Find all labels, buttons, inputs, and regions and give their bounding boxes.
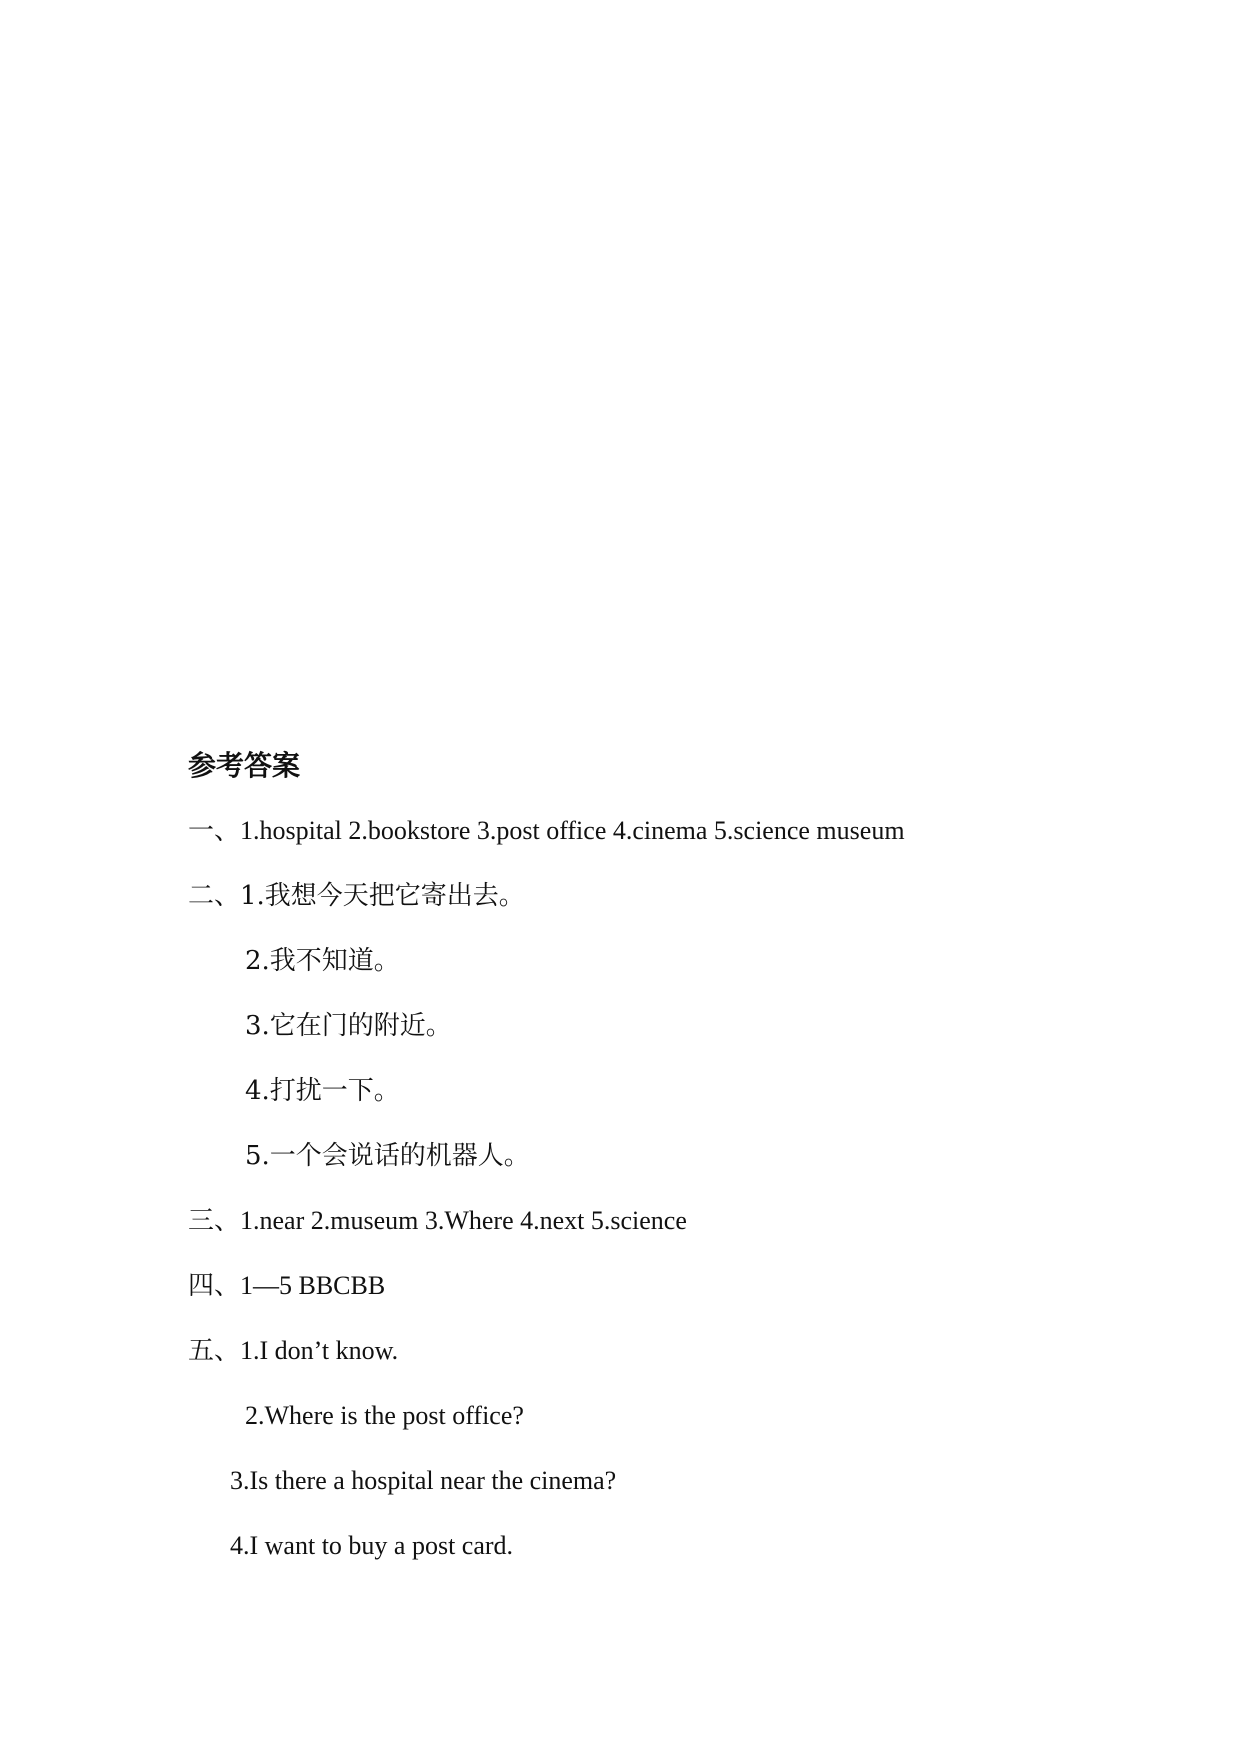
section-2-answer-4: 4.打扰一下。: [245, 1076, 400, 1106]
section-5-answer-3: 3.Is there a hospital near the cinema?: [230, 1466, 617, 1495]
section-2-answer-1: 二、1.我想今天把它寄出去。: [188, 881, 525, 911]
section-1-answers: 一、1.hospital 2.bookstore 3.post office 4.cinema 5.science museum: [188, 816, 905, 845]
section-2-answer-3: 3.它在门的附近。: [245, 1011, 452, 1041]
answer-key-title: 参考答案: [188, 749, 301, 782]
section-5-answer-1: 五、1.I don’t know.: [188, 1336, 399, 1365]
section-4-answers: 四、1—5 BBCBB: [188, 1271, 386, 1300]
section-3-answers: 三、1.near 2.museum 3.Where 4.next 5.science: [188, 1206, 687, 1235]
section-2-answer-5: 5.一个会说话的机器人。: [245, 1141, 530, 1171]
section-2-answer-2: 2.我不知道。: [245, 946, 400, 976]
section-5-answer-2: 2.Where is the post office?: [245, 1401, 524, 1430]
section-5-answer-4: 4.I want to buy a post card.: [230, 1531, 514, 1560]
